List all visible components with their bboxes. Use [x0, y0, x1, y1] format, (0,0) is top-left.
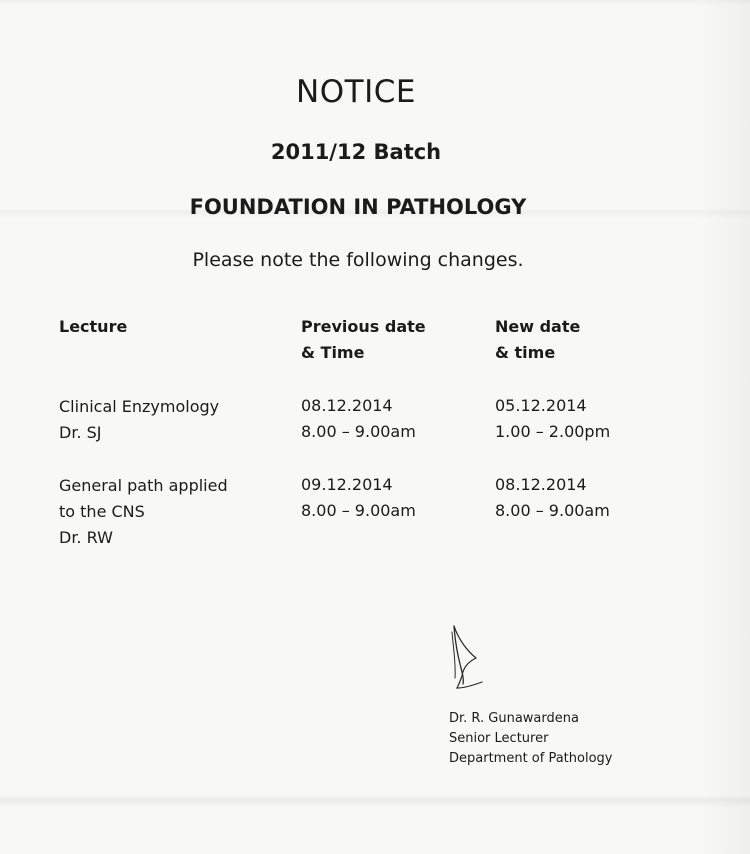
header-previous-line-2: & Time: [301, 343, 365, 362]
notice-title: NOTICE: [296, 74, 416, 110]
header-previous-line-1: Previous date: [301, 317, 426, 336]
header-lecture: Lecture: [59, 317, 128, 336]
handwritten-signature-icon: [444, 622, 496, 696]
row-1-lecture-title: Clinical Enzymology: [59, 397, 220, 416]
row-1-new-time: 1.00 – 2.00pm: [495, 422, 611, 441]
row-2-lecture-title-line-1: General path applied: [59, 476, 228, 495]
header-new-line-2: & time: [495, 343, 556, 362]
row-1-new-date: 05.12.2014: [495, 396, 587, 415]
signatory-name: Dr. R. Gunawardena: [449, 711, 579, 726]
batch-heading: 2011/12 Batch: [270, 140, 442, 164]
signatory-position: Senior Lecturer: [449, 731, 549, 746]
row-2-lecture-title-line-2: to the CNS: [59, 502, 145, 521]
row-2-new-date: 08.12.2014: [495, 475, 587, 494]
row-2-previous-time: 8.00 – 9.00am: [301, 501, 416, 520]
row-2-lecturer: Dr. RW: [59, 528, 113, 547]
row-1-previous-date: 08.12.2014: [301, 396, 393, 415]
header-new-line-1: New date: [495, 317, 581, 336]
row-1-previous-time: 8.00 – 9.00am: [301, 422, 416, 441]
row-1-lecturer: Dr. SJ: [59, 423, 102, 442]
row-2-new-time: 8.00 – 9.00am: [495, 501, 610, 520]
course-heading: FOUNDATION IN PATHOLOGY: [189, 195, 527, 219]
signatory-department: Department of Pathology: [449, 751, 613, 766]
row-2-previous-date: 09.12.2014: [301, 475, 393, 494]
intro-text: Please note the following changes.: [192, 249, 524, 271]
